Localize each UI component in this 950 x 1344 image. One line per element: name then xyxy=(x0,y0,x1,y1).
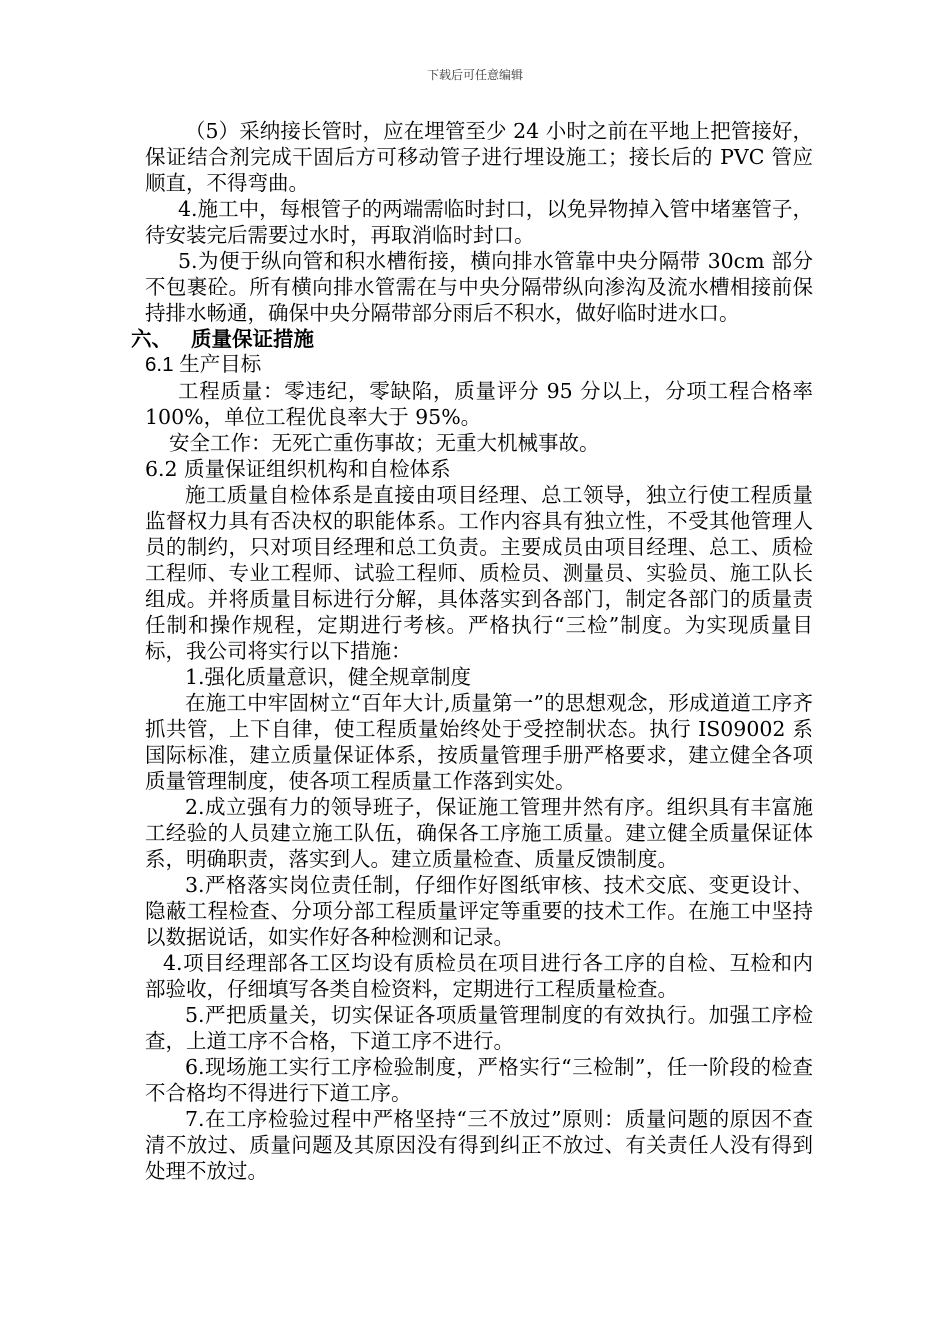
paragraph: 3.严格落实岗位责任制，仔细作好图纸审核、技术交底、变更设计、隐蔽工程检查、分项分部工程质量评定等重要的技术工作。在施工中坚持以数据说话，如实作好各种检测和记录。 xyxy=(145,873,813,949)
paragraph: 6.现场施工实行工序检验制度，严格实行“三检制”，任一阶段的检查不合格均不得进行下道工序。 xyxy=(145,1055,813,1105)
measure-title: 1.强化质量意识，健全规章制度 xyxy=(185,665,472,689)
paragraph: 安全工作：无死亡重伤事故；无重大机械事故。 xyxy=(169,431,600,455)
section-number: 六、 xyxy=(131,327,172,351)
paragraph: 7.在工序检验过程中严格坚持“三不放过”原则：质量问题的原因不查清不放过、质量问题及其原因没有得到纠正不放过、有关责任人没有得到处理不放过。 xyxy=(145,1107,813,1183)
paragraph: （5）采纳接长管时，应在埋管至少 24 小时之前在平地上把管接好，保证结合剂完成干固后方可移动管子进行埋设施工；接长后的 PVC 管应顺直，不得弯曲。 xyxy=(145,119,813,195)
paragraph: 2.成立强有力的领导班子，保证施工管理井然有序。组织具有丰富施工经验的人员建立施工队伍，确保各工序施工质量。建立健全质量保证体系，明确职责，落实到人。建立质量检查、质量反馈制度。 xyxy=(145,795,813,871)
paragraph: 施工质量自检体系是直接由项目经理、总工领导，独立行使工程质量监督权力具有否决权的职能体系。工作内容具有独立性，不受其他管理人员的制约，只对项目经理和总工负责。主要成员由项目经理、总工、质检工程师、专业工程师、试验工程师、质检员、测量员、实验员、施工队长组成。并将质量目标进行分解，具体落实到各部门，制定各部门的质量责任制和操作规程，定期进行考核。严格执行“三检”制度。为实现质量目标，我公司将实行以下措施： xyxy=(145,483,813,663)
section-heading xyxy=(131,326,813,352)
paragraph: 工程质量：零违纪，零缺陷，质量评分 95 分以上，分项工程合格率 100%，单位工程优良率大于 95%。 xyxy=(145,379,813,429)
paragraph: 5.严把质量关，切实保证各项质量管理制度的有效执行。加强工序检查，上道工序不合格，下道工序不进行。 xyxy=(145,1003,813,1053)
paragraph: 在施工中牢固树立“百年大计,质量第一”的思想观念，形成道道工序齐抓共管，上下自律，使工程质量始终处于受控制状态。执行 IS09002 系国际标准，建立质量保证体系，按质量管理手册严格要求，建立健全各项质量管理制度，使各项工程质量工作落到实处。 xyxy=(145,691,813,793)
paragraph: 5.为便于纵向管和积水槽衔接，横向排水管靠中央分隔带 30cm 部分不包裹砼。所有横向排水管需在与中央分隔带纵向渗沟及流水槽相接前保持排水畅通，确保中央分隔带部分雨后不积水，做好临时进水口。 xyxy=(145,249,813,325)
document-body xyxy=(131,118,813,1184)
paragraph: 4.项目经理部各工区均设有质检员在项目进行各工序的自检、互检和内部验收，仔细填写各类自检资料，定期进行工程质量检查。 xyxy=(145,951,813,1001)
paragraph: 4.施工中，每根管子的两端需临时封口，以免异物掉入管中堵塞管子，待安装完后需要过水时，再取消临时封口。 xyxy=(145,197,813,247)
subsection-heading: 6.2 质量保证组织机构和自检体系 xyxy=(145,457,451,481)
section-title: 质量保证措施 xyxy=(191,327,314,351)
subsection-heading: 6.1 生产目标 xyxy=(145,353,262,376)
page-header: 下载后可任意编辑 xyxy=(426,68,523,82)
